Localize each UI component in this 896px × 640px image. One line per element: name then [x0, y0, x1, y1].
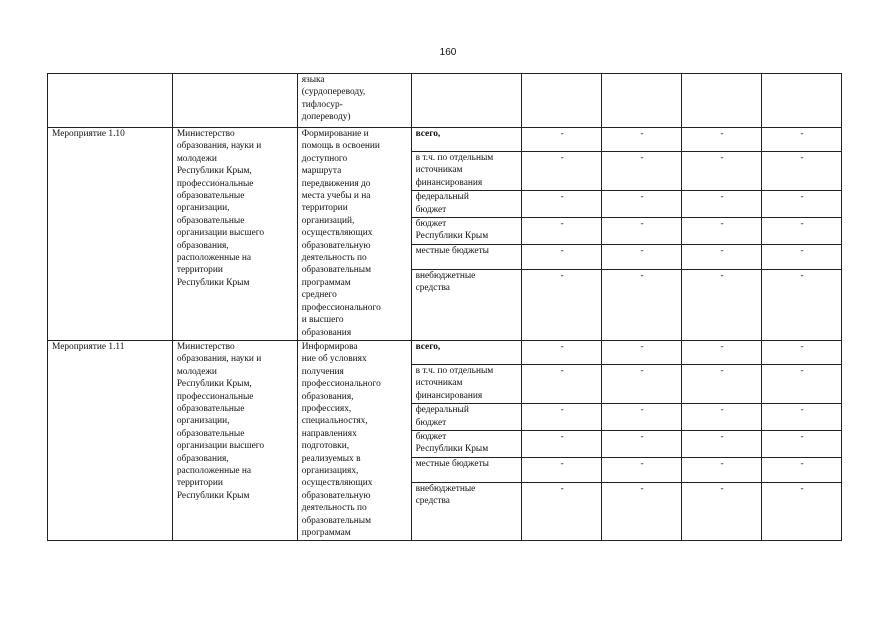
- value-cell: -: [762, 128, 842, 152]
- value-cell: -: [762, 152, 842, 191]
- source-cell: внебюджетные средства: [411, 482, 522, 541]
- value-cell: -: [762, 364, 842, 403]
- executor-cell: [172, 74, 297, 128]
- source-cell: [411, 74, 522, 128]
- value-cell: -: [522, 340, 602, 364]
- value-cell: [682, 74, 762, 128]
- description-cell: Информирова ние об условиях получения профессионального образования, профессиях, специальностях, направлениях подготовки, реализуемых в организациях, осуществляющих образовательную деятельность по образовательным программам: [297, 340, 411, 541]
- value-cell: -: [522, 404, 602, 431]
- value-cell: -: [602, 218, 682, 245]
- measure-name-cell: Мероприятие 1.11: [48, 340, 173, 541]
- value-cell: -: [602, 244, 682, 269]
- value-cell: -: [522, 191, 602, 218]
- source-cell: местные бюджеты: [411, 244, 522, 269]
- value-cell: -: [522, 457, 602, 482]
- value-cell: -: [682, 457, 762, 482]
- value-cell: -: [762, 340, 842, 364]
- value-cell: -: [682, 218, 762, 245]
- value-cell: -: [522, 152, 602, 191]
- value-cell: -: [762, 218, 842, 245]
- table-row: [48, 340, 842, 364]
- value-cell: -: [602, 152, 682, 191]
- value-cell: -: [602, 404, 682, 431]
- value-cell: -: [522, 482, 602, 541]
- source-cell: всего,: [411, 128, 522, 152]
- table-row: [48, 128, 842, 152]
- value-cell: -: [602, 430, 682, 457]
- value-cell: -: [682, 482, 762, 541]
- source-cell: бюджет Республики Крым: [411, 430, 522, 457]
- value-cell: -: [522, 364, 602, 403]
- source-cell: федеральный бюджет: [411, 191, 522, 218]
- source-cell: внебюджетные средства: [411, 269, 522, 340]
- value-cell: -: [762, 244, 842, 269]
- value-cell: -: [602, 191, 682, 218]
- value-cell: -: [682, 430, 762, 457]
- value-cell: -: [522, 244, 602, 269]
- value-cell: -: [762, 191, 842, 218]
- page-number: 160: [439, 47, 457, 58]
- value-cell: -: [762, 482, 842, 541]
- value-cell: -: [522, 128, 602, 152]
- value-cell: -: [602, 269, 682, 340]
- source-cell: бюджет Республики Крым: [411, 218, 522, 245]
- value-cell: -: [602, 457, 682, 482]
- description-cell: языка (сурдопереводу, тифлосур- допереводу): [297, 74, 411, 128]
- source-cell: в т.ч. по отдельным источникам финансирования: [411, 152, 522, 191]
- value-cell: -: [682, 404, 762, 431]
- value-cell: -: [762, 404, 842, 431]
- value-cell: -: [682, 128, 762, 152]
- value-cell: -: [682, 244, 762, 269]
- measures-table: [47, 73, 842, 541]
- description-cell: Формирование и помощь в освоении доступного маршрута передвижения до места учебы и на территории организаций, осуществляющих образовательную деятельность по образовательным программам среднего профессионального и высшего образования: [297, 128, 411, 341]
- value-cell: -: [682, 364, 762, 403]
- value-cell: -: [522, 218, 602, 245]
- value-cell: -: [682, 191, 762, 218]
- source-cell: федеральный бюджет: [411, 404, 522, 431]
- value-cell: [522, 74, 602, 128]
- value-cell: -: [762, 269, 842, 340]
- value-cell: -: [762, 430, 842, 457]
- value-cell: -: [682, 340, 762, 364]
- value-cell: -: [522, 430, 602, 457]
- source-cell: местные бюджеты: [411, 457, 522, 482]
- source-cell: всего,: [411, 340, 522, 364]
- value-cell: -: [522, 269, 602, 340]
- measure-name-cell: Мероприятие 1.10: [48, 128, 173, 341]
- executor-cell: Министерство образования, науки и молодежи Республики Крым, профессиональные образовательные организации, образовательные организации высшего образования, расположенные на территории Республики Крым: [172, 128, 297, 341]
- value-cell: [602, 74, 682, 128]
- source-cell: в т.ч. по отдельным источникам финансирования: [411, 364, 522, 403]
- value-cell: -: [682, 269, 762, 340]
- measure-name-cell: [48, 74, 173, 128]
- value-cell: -: [762, 457, 842, 482]
- value-cell: -: [602, 364, 682, 403]
- value-cell: -: [602, 340, 682, 364]
- value-cell: -: [602, 128, 682, 152]
- executor-cell: Министерство образования, науки и молодежи Республики Крым, профессиональные образовательные организации, образовательные организации высшего образования, расположенные на территории Республики Крым: [172, 340, 297, 541]
- value-cell: [762, 74, 842, 128]
- value-cell: -: [602, 482, 682, 541]
- continuation-row: [48, 74, 842, 128]
- value-cell: -: [682, 152, 762, 191]
